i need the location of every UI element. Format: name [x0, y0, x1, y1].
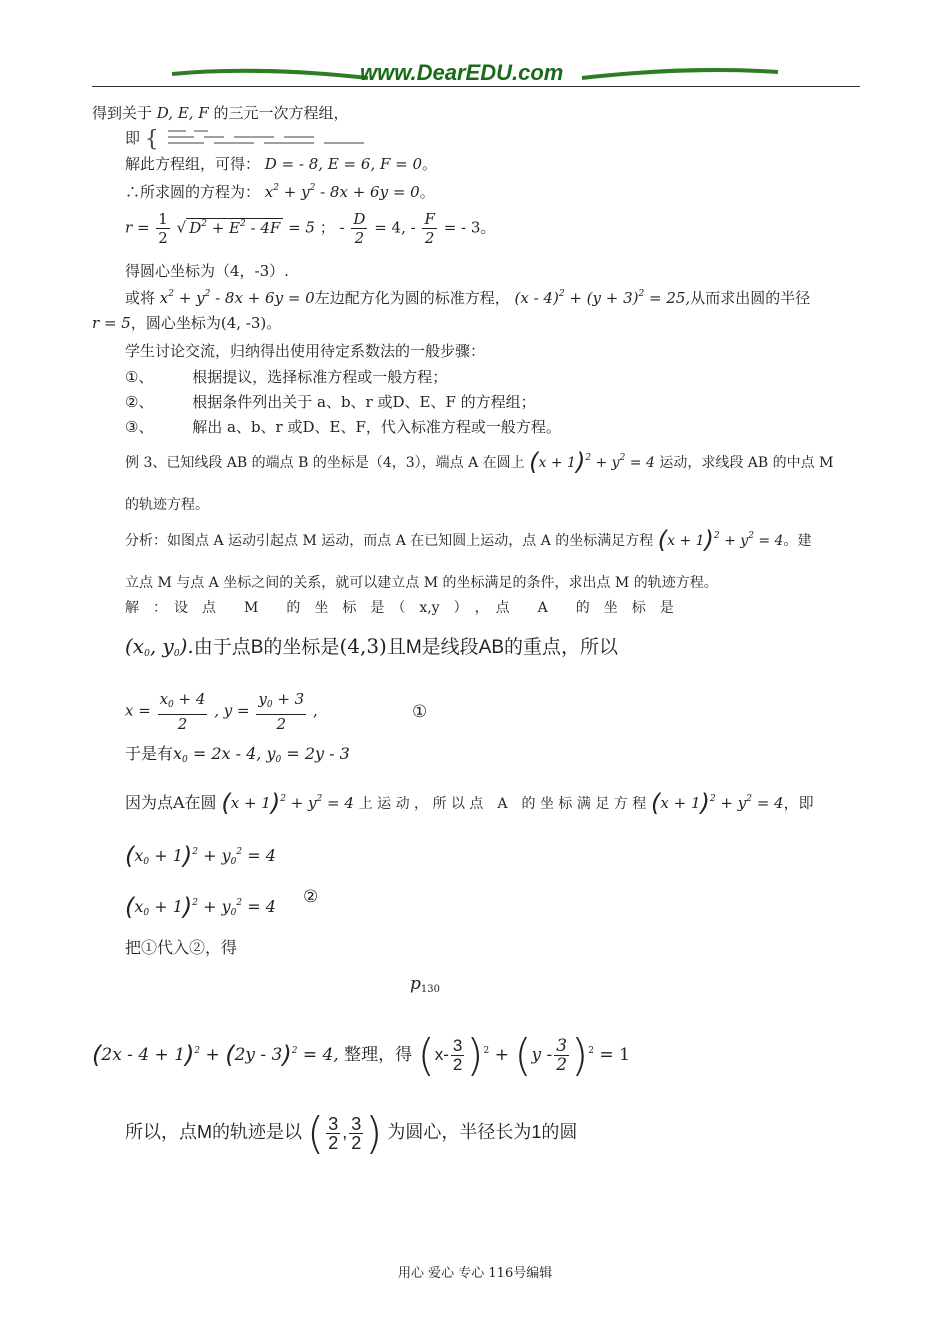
step-1	[125, 366, 447, 387]
because-text-a: 因为点A在圆	[125, 793, 217, 812]
line-7-standard-equation: $(x - 4)^2 + (y + 3)^2 = 25$,	[514, 289, 691, 307]
example-3-line-1	[125, 448, 833, 476]
conclusion-text-a: 所以，点M的轨迹是以	[125, 1122, 302, 1142]
step-2-number: ②、	[125, 393, 154, 411]
line-7-b: 左边配方化为圆的标准方程，	[314, 289, 510, 307]
final-y-term: y -	[531, 1045, 553, 1065]
line-7-equation: $x^2 + y^2 - 8x + 6y = 0$	[159, 289, 315, 307]
inverse-eq-2: = 2y - 3	[286, 744, 350, 763]
inverse-label: 于是有	[125, 744, 174, 763]
y-equals: , y =	[214, 701, 250, 720]
solution-text-b: 由于点B的坐标是	[193, 637, 340, 658]
radius-symbol: r =	[125, 218, 150, 237]
inverse-formula: 于是有$x_0 = 2x - 4$, $y_0 = 2y - 3$	[125, 744, 350, 765]
solution-line-1: 解 ： 设 点 M 的 坐 标 是 （ x,y ） ， 点 A 的 坐 标 是	[125, 600, 674, 616]
logo-text: www.DearEDU.com	[360, 60, 564, 85]
inverse-x0: $x_0$	[173, 744, 188, 765]
conclusion-line: 所以，点M的轨迹是以 ( $\frac{3}{2}$ , $\frac{3}{2}$ ) 为圆心，半径长为1的圆	[125, 1108, 578, 1159]
line-7	[125, 287, 810, 308]
example-3-text-b: 运动，求线段 AB 的中点 M	[659, 455, 834, 471]
line-2	[125, 127, 384, 152]
midpoint-formula	[125, 690, 318, 733]
example-3-circle-equation: $(x + 1)^2 + y^2 = 4$	[529, 448, 655, 476]
line-4-end: 。	[419, 183, 435, 201]
line-8	[92, 312, 281, 333]
line-3-solution: D = - 8, E = 6, F = 0	[264, 155, 423, 173]
step-1-text: 根据提议，选择标准方程或一般方程；	[192, 368, 448, 386]
line-1-tail: 的三元一次方程组，	[213, 104, 349, 122]
line-2-label: 即	[125, 129, 141, 147]
because-text-b: 上 运 动 ， 所 以 点 A 的 坐 标 满 足 方 程	[358, 796, 647, 812]
solution-line-2	[125, 632, 618, 659]
page-marker	[410, 974, 440, 995]
fraction-center-x: $\frac{3}{2}$	[328, 1113, 339, 1153]
fraction-f-over-2: $\frac{F}{2}$	[424, 210, 435, 247]
equation-system-brace: {	[144, 127, 159, 152]
line-3-text: 解此方程组，可得：	[125, 155, 261, 173]
step-1-number: ①、	[125, 368, 154, 386]
logo-swoosh-right	[580, 64, 780, 84]
minus-sign: -	[339, 218, 345, 237]
line-9: 学生讨论交流，归纳得出使用待定系数法的一般步骤：	[125, 342, 486, 360]
fraction-x0-plus-4-over-2: $\frac{x_0 + 4}{2}$	[159, 690, 206, 733]
final-text: 整理，得	[344, 1045, 413, 1065]
because-text-c: ，即	[783, 794, 814, 812]
line-4	[125, 181, 435, 202]
step-3	[125, 416, 561, 437]
line-8-center: (4, -3)	[220, 314, 267, 332]
line-7-c: 从而求出圆的半径	[690, 289, 811, 307]
final-expanded-equation: $(2x - 4 + 1)^2 + (2y - 3)^2 = 4$,	[92, 1041, 339, 1069]
line-1-vars: D, E, F	[156, 104, 209, 122]
line-5	[125, 210, 495, 247]
page-marker-p: p	[410, 974, 421, 994]
circle-general-equation: $x^2 + y^2 - 8x + 6y = 0$	[264, 183, 420, 201]
step-3-number: ③、	[125, 418, 154, 436]
line-6: 得圆心坐标为（4，-3）.	[125, 262, 289, 280]
footer: 用心 爱心 专心 116号编辑	[398, 1266, 553, 1281]
center-y-value: = - 3	[443, 218, 481, 237]
because-circle-equation-1: $(x + 1)^2 + y^2 = 4$	[221, 789, 354, 817]
final-x-term: x-	[434, 1045, 449, 1064]
line-3-end: 。	[422, 155, 438, 173]
inverse-eq-1: = 2x - 4, y	[192, 744, 276, 763]
header-logo	[170, 60, 780, 88]
analysis-line-1	[125, 526, 811, 554]
fraction-d-over-2: $\frac{D}{2}$	[353, 210, 366, 247]
solution-text-c: 且M是线段AB的重点，所以	[386, 637, 619, 658]
because-circle-equation-2: $(x + 1)^2 + y^2 = 4$	[651, 789, 784, 817]
page-marker-number: 130	[420, 984, 440, 995]
substitute-line: 把①代入②，得	[125, 938, 238, 957]
header-rule	[92, 86, 860, 87]
a-on-circle-equation-1: $(x_0 + 1)^2 + y_0^2 = 4$	[125, 842, 276, 870]
equation-marker-1: ①	[412, 702, 428, 722]
conclusion-text-b: 为圆心，半径长为1的圆	[387, 1122, 578, 1142]
equation-system-smudge	[164, 127, 384, 147]
fraction-3-over-2-b: $\frac{3}{2}$	[556, 1036, 568, 1075]
step-2	[125, 391, 536, 412]
radius-sqrt-expression: √ $D^2 + E^2 - 4F = 5$	[176, 218, 315, 237]
because-line	[125, 789, 814, 817]
line-8-end: 。	[266, 314, 282, 332]
comma: ,	[313, 701, 318, 720]
line-7-a: 或将	[125, 289, 156, 307]
final-equals-one: = 1	[599, 1045, 630, 1065]
center-x-value: = 4, -	[374, 218, 416, 237]
a-on-circle-equation-2: $(x_0 + 1)^2 + y_0^2 = 4$	[125, 893, 276, 921]
logo-swoosh-left	[170, 64, 370, 84]
separator: ；	[319, 218, 335, 237]
fraction-3-over-2-a: $\frac{3}{2}$	[452, 1036, 463, 1074]
line-4-text: ∴所求圆的方程为：	[125, 183, 261, 201]
line-1	[92, 102, 349, 123]
line-5-end: 。	[480, 218, 496, 237]
step-2-text: 根据条件列出关于 a、b、r 或D、E、F 的方程组；	[192, 393, 536, 411]
example-3-line-2: 的轨迹方程。	[125, 497, 209, 513]
final-equation-line: $(2x - 4 + 1)^2 + (2y - 3)^2 = 4$, 整理，得 (x- $\frac{3}{2}$ )$^2$ + (y - $\frac{3}{2}$ )$^2$ = 1	[92, 1030, 630, 1081]
line-1-text: 得到关于	[92, 104, 153, 122]
fraction-one-half: $\frac{1}{2}$	[158, 210, 168, 247]
x-equals: x =	[125, 701, 151, 720]
line-3	[125, 153, 437, 174]
line-8-text: ，圆心坐标为	[130, 314, 221, 332]
analysis-text-a: 分析：如图点 A 运动引起点 M 运动，而点 A 在已知圆上运动，点 A 的坐标满足方程	[125, 533, 654, 549]
step-3-text: 解出 a、b、r 或D、E、F，代入标准方程或一般方程。	[192, 418, 561, 436]
point-b-coordinates: (4,3)	[339, 634, 387, 658]
line-8-radius: r = 5	[92, 314, 131, 332]
equation-marker-2: ②	[303, 887, 319, 907]
fraction-center-y: $\frac{3}{2}$	[351, 1113, 362, 1153]
analysis-circle-equation: $(x + 1)^2 + y^2 = 4$	[657, 526, 784, 554]
fraction-y0-plus-3-over-2: $\frac{y_0 + 3}{2}$	[258, 690, 305, 733]
analysis-line-2: 立点 M 与点 A 坐标之间的关系，就可以建立点 M 的坐标满足的条件，求出点 M 的轨迹方程。	[125, 575, 718, 591]
analysis-text-b: 。建	[783, 533, 812, 549]
example-3-text-a: 例 3、已知线段 AB 的端点 B 的坐标是（4，3），端点 A 在圆上	[125, 455, 525, 471]
point-a-coordinates: ($x_0$, $y_0$).	[125, 634, 194, 659]
